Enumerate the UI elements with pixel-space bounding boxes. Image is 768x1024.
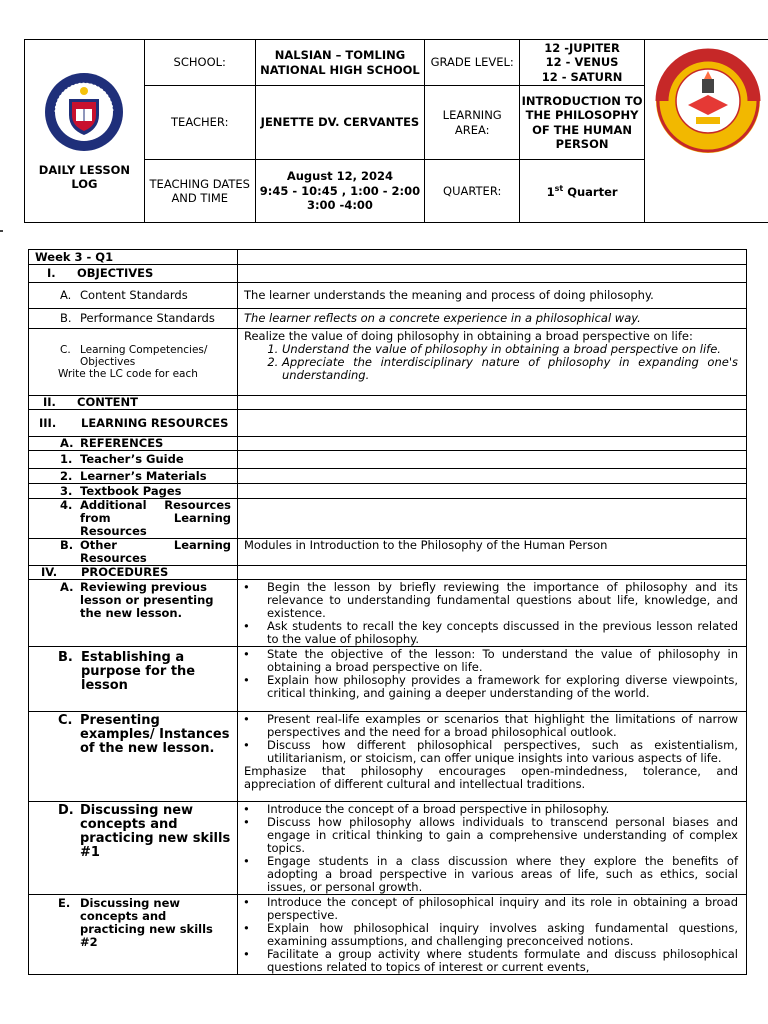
- additional-resources-label: [29, 499, 238, 539]
- content-standards-label: [29, 283, 238, 309]
- step-label-part: Presenting examples/ Instances of the new lesson.: [80, 713, 230, 756]
- item-number: 3.: [60, 483, 73, 498]
- empty-cell: [238, 410, 747, 437]
- empty-cell: [238, 451, 747, 469]
- procedure-d-label: [29, 802, 238, 895]
- quarter-value: [520, 160, 645, 223]
- item-label: Content Standards: [80, 288, 188, 302]
- quarter-number: 1: [546, 185, 555, 200]
- empty-cell: [238, 566, 747, 580]
- quarter-word: Quarter: [563, 185, 618, 200]
- procedure-b-content: [238, 647, 747, 712]
- procedure-c-content: [238, 712, 747, 802]
- step-label: Discussing new concepts and practicing new skills #2: [80, 896, 213, 949]
- empty-cell: [238, 499, 747, 539]
- bullet-list: [238, 803, 746, 894]
- step-letter: C.: [58, 713, 73, 728]
- list-item: • Facilitate a group activity where students formulate and discuss philosophical questions related to topics of interest or current events,: [238, 948, 746, 974]
- empty-cell: [238, 250, 747, 265]
- procedure-a-content: [238, 580, 747, 647]
- school-value: NALSIAN – TOMLING NATIONAL HIGH SCHOOL: [255, 40, 425, 86]
- area-label: LEARNING AREA:: [425, 86, 520, 160]
- dates-value: [255, 160, 425, 223]
- time-value-2: 3:00 -4:00: [306, 198, 373, 213]
- step-letter: D.: [58, 803, 74, 818]
- procedures-heading: [29, 566, 238, 580]
- item-letter: A.: [60, 436, 74, 450]
- bullet-list: [238, 581, 746, 646]
- grade-value: 12 - VENUS: [545, 55, 619, 70]
- dates-label: TEACHING DATES AND TIME: [144, 160, 255, 223]
- school-label: SCHOOL:: [144, 40, 255, 86]
- item-letter: B.: [60, 538, 74, 552]
- list-item: • Introduce the concept of a broad perspective in philosophy.: [238, 803, 746, 816]
- list-item: • Present real-life examples or scenarios that highlight the limitations of narrow perspectives and the need for a broad philosophical outlook.: [238, 713, 746, 739]
- item-label: Learning Competencies/ Objectives: [80, 344, 208, 368]
- list-item: • Explain how philosophy provides a framework for exploring diverse viewpoints, critical thinking, and gaining a deeper understanding of the world.: [238, 674, 746, 700]
- teachers-guide-label: [29, 451, 238, 469]
- step-label: Establishing a purpose for the lesson: [81, 650, 196, 693]
- grade-value: 12 - SATURN: [541, 69, 623, 84]
- grade-label: GRADE LEVEL:: [425, 40, 520, 86]
- log-title: DAILY LESSON LOG: [38, 163, 131, 191]
- procedure-a-label: [29, 580, 238, 647]
- list-item: • Begin the lesson by briefly reviewing the importance of philosophy and its relevance to understanding fundamental questions about life, knowledge, and existence.: [238, 581, 746, 620]
- list-item: • State the objective of the lesson: To understand the value of philosophy in obtaining a broad perspective on life.: [238, 648, 746, 674]
- procedure-c-label: [29, 712, 238, 802]
- item-letter: B.: [60, 311, 72, 325]
- section-title: OBJECTIVES: [77, 266, 154, 280]
- item-label: Textbook Pages: [80, 483, 182, 498]
- list-item: • Introduce the concept of philosophical inquiry and its role in obtaining a broad perspective.: [238, 896, 746, 922]
- section-number: I.: [47, 266, 56, 280]
- item-label: Other Learning Resources: [80, 538, 231, 565]
- section-number: II.: [43, 395, 56, 409]
- teacher-label: TEACHER:: [144, 86, 255, 160]
- section-title: PROCEDURES: [81, 565, 169, 579]
- competencies-label: [29, 329, 238, 396]
- competencies-value: [238, 329, 747, 396]
- school-seal-cell: [645, 40, 768, 223]
- empty-cell: [238, 469, 747, 484]
- empty-cell: [238, 396, 747, 410]
- stray-mark: [0, 230, 3, 232]
- step-letter: A.: [60, 580, 74, 594]
- bullet-list: [238, 648, 746, 700]
- competencies-list: [238, 343, 746, 382]
- lesson-log-table: [28, 249, 747, 975]
- empty-cell: [238, 484, 747, 499]
- item-label: Additional Resources from Learning Resources: [80, 498, 231, 538]
- other-resources-value: Modules in Introduction to the Philosophy of the Human Person: [238, 539, 747, 566]
- step-label: Reviewing previous lesson or presenting the new lesson.: [80, 580, 214, 620]
- deped-logo-cell: [25, 40, 145, 223]
- section-number: III.: [39, 415, 57, 430]
- performance-standards-label: [29, 309, 238, 329]
- item-letter: A.: [60, 288, 72, 302]
- step-letter: E.: [58, 896, 71, 910]
- grade-value: 12 -JUPITER: [544, 40, 620, 55]
- procedure-c-note: Emphasize that philosophy encourages open-mindedness, tolerance, and appreciation of different cultural and intellectual traditions.: [244, 764, 738, 791]
- item-label: REFERENCES: [80, 436, 164, 450]
- procedure-e-label: [29, 895, 238, 975]
- references-heading: [29, 437, 238, 451]
- item-label: Learner’s Materials: [80, 468, 207, 483]
- competencies-note: Write the LC code for each: [58, 368, 198, 380]
- list-item: • Engage students in a class discussion where they explore the benefits of adopting a broad perspective in various areas of life, such as ethics, social issues, or personal growth.: [238, 855, 746, 894]
- section-title: CONTENT: [77, 395, 139, 409]
- empty-cell: [238, 265, 747, 283]
- list-item: • Discuss how philosophy allows individuals to transcend personal biases and engage in critical thinking to gain a comprehensive understanding of complex topics.: [238, 816, 746, 855]
- competency-item: 2. Appreciate the interdisciplinary nature of philosophy in expanding one's understanding.: [282, 356, 738, 382]
- other-resources-label: [29, 539, 238, 566]
- bullet-list: [238, 713, 746, 765]
- school-seal-icon: [652, 45, 764, 157]
- item-label: Performance Standards: [80, 311, 215, 325]
- competency-item: 1. Understand the value of philosophy in obtaining a broad perspective on life.: [282, 343, 738, 356]
- content-heading: [29, 396, 238, 410]
- week-label: Week 3 - Q1: [29, 250, 238, 265]
- list-item: • Explain how philosophical inquiry involves asking fundamental questions, examining assumptions, and challenging preconceived notions.: [238, 922, 746, 948]
- date-value: August 12, 2024: [286, 169, 394, 184]
- item-letter: C.: [60, 344, 71, 356]
- resources-heading: [29, 410, 238, 437]
- time-value: 9:45 - 10:45 , 1:00 - 2:00: [259, 183, 421, 198]
- procedure-b-label: [29, 647, 238, 712]
- section-title: LEARNING RESOURCES: [81, 415, 229, 430]
- section-number: IV.: [41, 565, 58, 579]
- quarter-ordinal: st: [554, 184, 564, 194]
- performance-standards-value: The learner reflects on a concrete experience in a philosophical way.: [238, 309, 747, 329]
- list-item: • Discuss how different philosophical perspectives, such as existentialism, utilitarianism, or stoicism, can offer unique insights into various aspects of life.: [238, 739, 746, 765]
- learners-materials-label: [29, 469, 238, 484]
- empty-cell: [238, 437, 747, 451]
- step-letter: B.: [58, 650, 73, 665]
- quarter-label: QUARTER:: [425, 160, 520, 223]
- objectives-heading: [29, 265, 238, 283]
- procedure-e-content: [238, 895, 747, 975]
- deped-seal-icon: [43, 71, 125, 153]
- step-label: Discussing new concepts and practicing new skills #1: [80, 803, 231, 860]
- bullet-list: [238, 896, 746, 974]
- teacher-value: JENETTE DV. CERVANTES: [255, 86, 425, 160]
- competencies-intro: Realize the value of doing philosophy in obtaining a broad perspective on life:: [244, 329, 693, 343]
- item-label: Teacher’s Guide: [80, 452, 184, 466]
- content-standards-value: The learner understands the meaning and process of doing philosophy.: [238, 283, 747, 309]
- header-table: [24, 39, 768, 223]
- procedure-d-content: [238, 802, 747, 895]
- textbook-pages-label: [29, 484, 238, 499]
- item-number: 2.: [60, 468, 73, 483]
- item-number: 4.: [60, 498, 73, 512]
- grade-values: [520, 40, 645, 86]
- list-item: • Ask students to recall the key concepts discussed in the previous lesson related to the value of philosophy.: [238, 620, 746, 646]
- area-value: INTRODUCTION TO THE PHILOSOPHY OF THE HUMAN PERSON: [520, 86, 645, 160]
- item-number: 1.: [60, 452, 73, 466]
